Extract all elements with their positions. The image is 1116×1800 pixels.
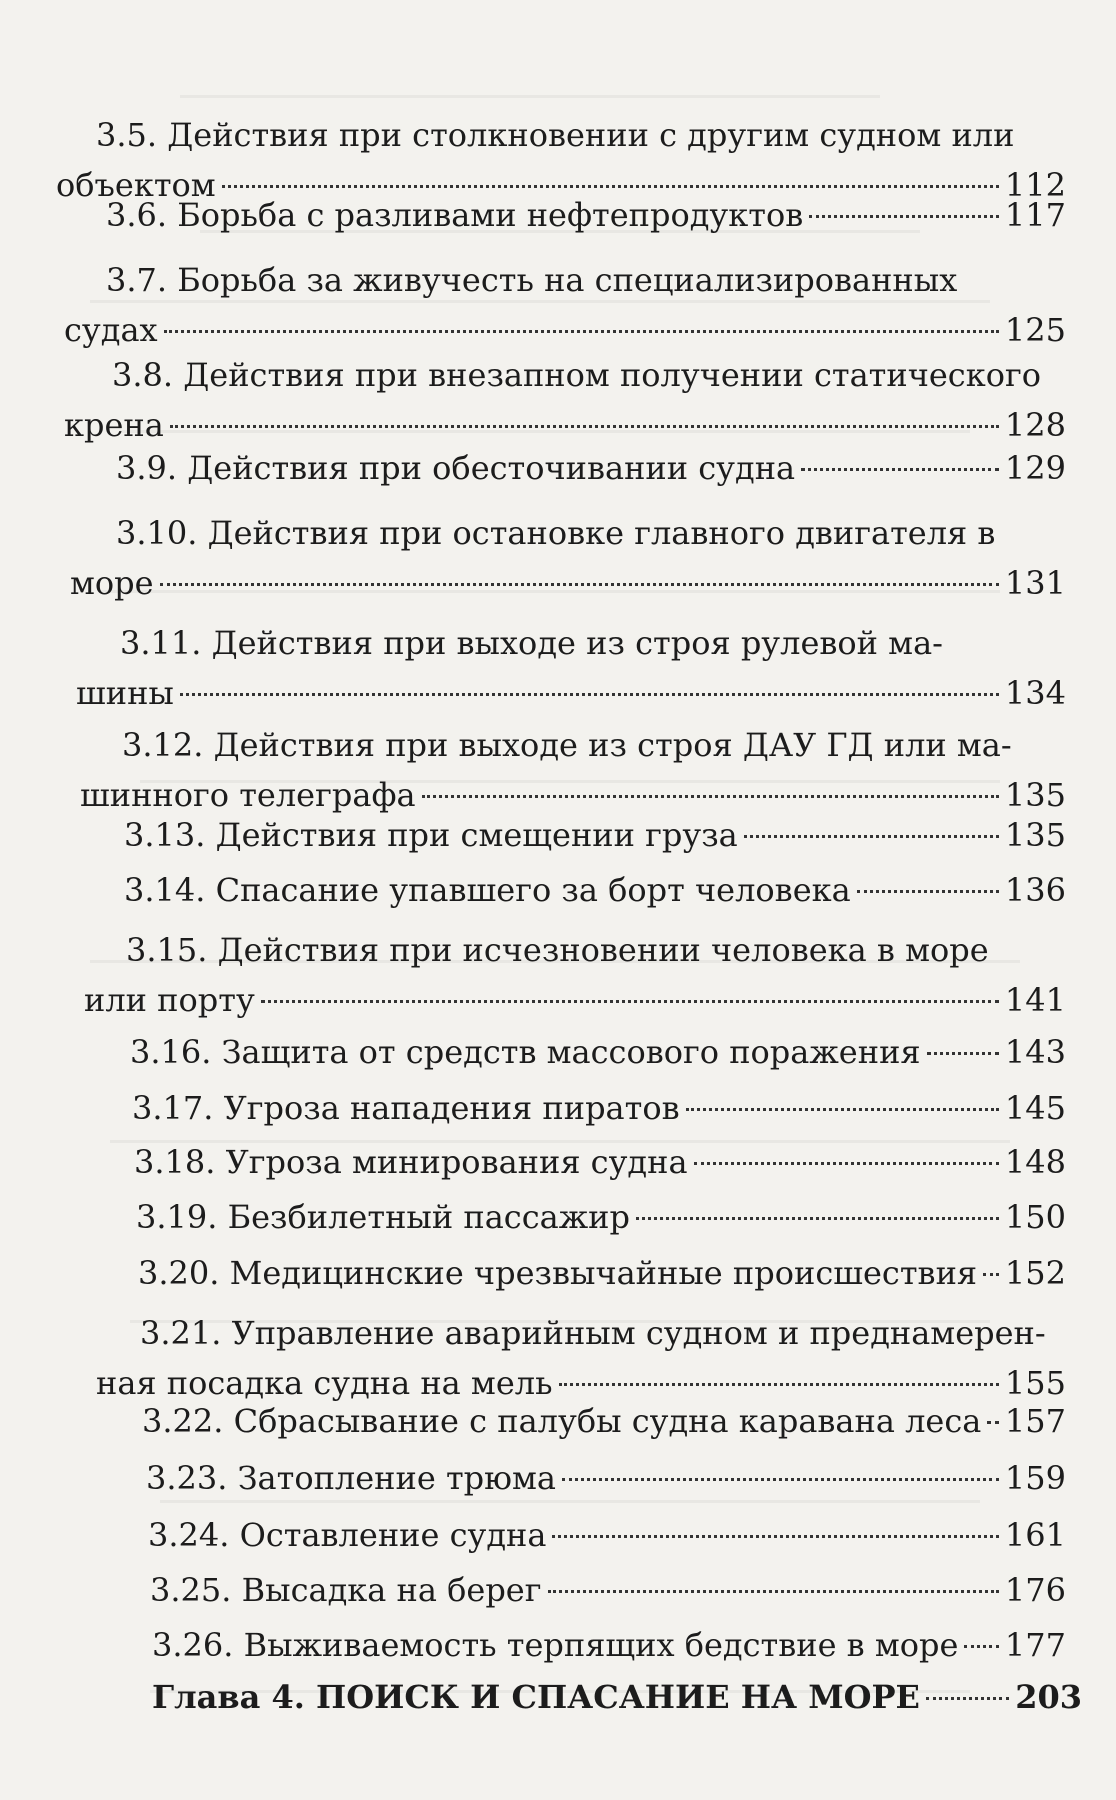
leader-dots (422, 795, 999, 798)
toc-page-number: 155 (1004, 1364, 1066, 1402)
leader-dots (744, 835, 999, 838)
toc-page-number: 150 (1004, 1198, 1066, 1236)
toc-entry-title: 3.8. Действия при внезапном получении статического (112, 356, 1041, 394)
toc-chapter-title: Глава 4. ПОИСК И СПАСАНИЕ НА МОРЕ (152, 1678, 920, 1716)
toc-page-number: 176 (1004, 1571, 1066, 1609)
toc-entry-title: 3.17. Угроза нападения пиратов (132, 1089, 680, 1127)
toc-entry-title: 3.25. Высадка на берег (150, 1571, 542, 1609)
toc-page-number: 157 (1004, 1402, 1066, 1440)
toc-page-number: 129 (1004, 449, 1066, 487)
leader-dots (983, 1273, 999, 1276)
toc-page-number: 117 (1004, 196, 1066, 234)
toc-page-number: 141 (1004, 981, 1066, 1019)
toc-entry-title: 3.19. Безбилетный пассажир (136, 1198, 630, 1236)
toc-page-number: 143 (1004, 1033, 1066, 1071)
leader-dots (552, 1535, 998, 1538)
toc-page-number: 136 (1004, 871, 1066, 909)
toc-entry-title-cont: шинного телеграфа (80, 776, 416, 814)
toc-page-number: 148 (1004, 1143, 1066, 1181)
leader-dots (857, 890, 999, 893)
leader-dots (686, 1108, 999, 1111)
toc-page-number: 134 (1004, 674, 1066, 712)
leader-dots (694, 1162, 999, 1165)
toc-page-number: 177 (1004, 1626, 1066, 1664)
toc-entry-title-cont: ная посадка судна на мель (96, 1364, 553, 1402)
toc-entry-title: 3.23. Затопление трюма (146, 1459, 556, 1497)
leader-dots (548, 1590, 999, 1593)
toc-entry-title-cont: море (70, 564, 154, 602)
leader-dots (927, 1052, 999, 1055)
leader-dots (180, 693, 999, 696)
toc-page-number: 135 (1004, 816, 1066, 854)
toc-entry-title: 3.10. Действия при остановке главного двигателя в (116, 514, 996, 552)
toc-page-number: 128 (1004, 406, 1066, 444)
toc-entry-title: 3.9. Действия при обесточивании судна (116, 449, 796, 487)
toc-page-number: 135 (1004, 776, 1066, 814)
leader-dots (160, 583, 999, 586)
toc-page-number: 125 (1004, 311, 1066, 349)
toc-entry-title: 3.5. Действия при столкновении с другим судном или (96, 116, 1015, 154)
toc-entry-title-cont: шины (76, 674, 174, 712)
toc-page-number: 152 (1004, 1254, 1066, 1292)
toc-entry-title-cont: судах (64, 311, 158, 349)
toc-page-number: 145 (1004, 1089, 1066, 1127)
toc-entry-title: 3.7. Борьба за живучесть на специализированных (106, 261, 958, 299)
leader-dots (801, 468, 999, 471)
toc-entry-title: 3.14. Спасание упавшего за борт человека (124, 871, 851, 909)
toc-page-number: 161 (1004, 1516, 1066, 1554)
toc-entry-title: 3.18. Угроза минирования судна (134, 1143, 688, 1181)
leader-dots (559, 1383, 999, 1386)
toc-entry-title: 3.6. Борьба с разливами нефтепродуктов (106, 196, 804, 234)
toc-page-number: 159 (1004, 1459, 1066, 1497)
leader-dots (926, 1697, 1009, 1700)
toc-entry-title: 3.21. Управление аварийным судном и преднамерен- (140, 1314, 1046, 1352)
leader-dots (170, 425, 999, 428)
toc-entry-title-cont: объектом (56, 166, 216, 204)
leader-dots (964, 1645, 998, 1648)
leader-dots (164, 330, 999, 333)
toc-entry-title-cont: или порту (84, 981, 255, 1019)
toc-page-number: 203 (1015, 1678, 1082, 1716)
leader-dots (261, 1000, 999, 1003)
leader-dots (562, 1478, 999, 1481)
leader-dots (222, 185, 999, 188)
leader-dots (987, 1421, 999, 1424)
toc-entry-title: 3.20. Медицинские чрезвычайные происшествия (138, 1254, 978, 1292)
toc-entry-title: 3.11. Действия при выходе из строя рулевой ма- (120, 624, 943, 662)
toc-entry-title: 3.13. Действия при смещении груза (124, 816, 738, 854)
toc-entry-title-cont: крена (64, 406, 164, 444)
leader-dots (636, 1217, 999, 1220)
toc-entry-title: 3.15. Действия при исчезновении человека в море (126, 931, 989, 969)
toc-page-number: 112 (1004, 166, 1066, 204)
toc-entry-title: 3.22. Сбрасывание с палубы судна каравана леса (142, 1402, 982, 1440)
toc-entry-title: 3.26. Выживаемость терпящих бедствие в море (152, 1626, 959, 1664)
toc-entry-title: 3.24. Оставление судна (148, 1516, 547, 1554)
toc-page-number: 131 (1004, 564, 1066, 602)
leader-dots (809, 215, 999, 218)
toc-entry-title: 3.12. Действия при выходе из строя ДАУ ГД или ма- (122, 726, 1012, 764)
toc-entry-title: 3.16. Защита от средств массового поражения (130, 1033, 921, 1071)
